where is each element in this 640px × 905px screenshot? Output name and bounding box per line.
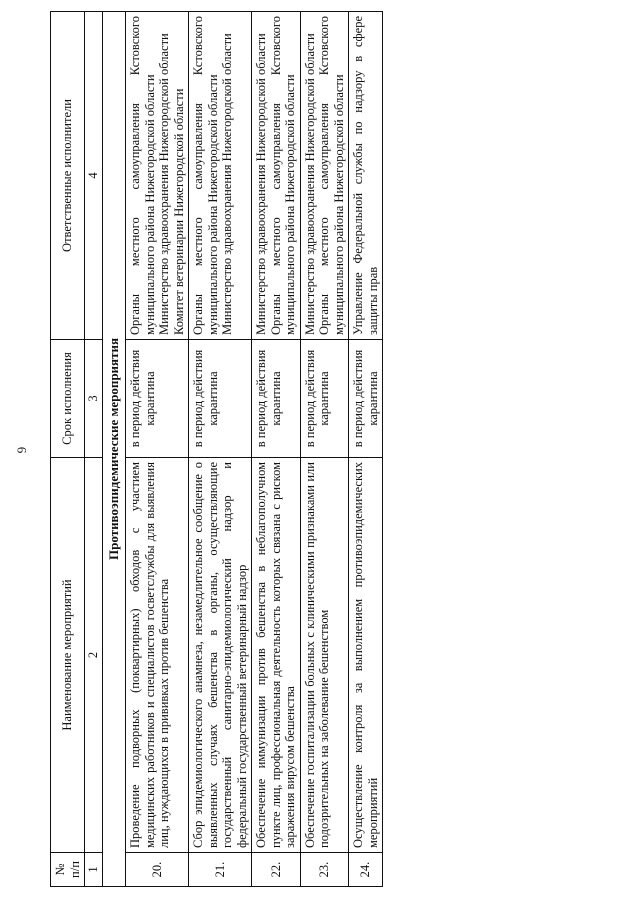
table-row — [126, 12, 189, 887]
measure-name: Проведение подворных (поквартирных) обходов с участием медицинских работников и специалистов госветслужбы для выявления лиц, нуждающихся в прививках против бешенства — [126, 458, 189, 853]
executor: Министерство здравоохранения Нижегородской области — [254, 33, 268, 335]
executor: Комитет ветеринарии Нижегородской области — [171, 88, 186, 335]
column-number: 2 — [85, 458, 103, 853]
landscape-content — [44, 8, 634, 893]
executor: Министерство здравоохранения Нижегородской области — [220, 33, 234, 335]
measure-deadline: в период действия карантина — [189, 340, 252, 458]
table-row — [189, 12, 252, 887]
measure-executors — [126, 12, 189, 340]
table-row — [300, 12, 349, 887]
measure-deadline: в период действия карантина — [126, 340, 189, 458]
column-number-row — [85, 12, 103, 887]
column-number: 1 — [85, 853, 103, 887]
measure-name: Обеспечение госпитализации больных с клиническими признаками или подозрительных на заболевание бешенством — [300, 458, 349, 853]
section-title: Противоэпидемические мероприятия — [102, 12, 126, 887]
executor: Органы местного самоуправления Кстовского муниципального района Нижегородской области — [317, 16, 346, 335]
header-executors: Ответственные исполнители — [51, 12, 85, 340]
measure-executors — [252, 12, 301, 340]
executor: Министерство здравоохранения Нижегородской области — [157, 33, 171, 335]
measure-executors — [300, 12, 349, 340]
measure-name: Осуществление контроля за выполнением противоэпидемических мероприятий — [349, 458, 383, 853]
row-number: 21. — [189, 853, 252, 887]
measure-name: Сбор эпидемиологического анамнеза, незамедлительное сообщение о выявленных случаях бешенства в органы, осуществляющие государственный санитарно-эпидемиологический надзор и федеральный государственный ветеринарный надзор — [189, 458, 252, 853]
page-number: 6 — [14, 446, 30, 454]
measure-deadline: в период действия карантина — [252, 340, 301, 458]
column-number: 4 — [85, 12, 103, 340]
rotated-page — [44, 8, 634, 893]
row-number: 20. — [126, 853, 189, 887]
table-row — [252, 12, 301, 887]
executor: Органы местного самоуправления Кстовского муниципального района Нижегородской области — [191, 16, 220, 335]
measure-executors — [189, 12, 252, 340]
row-number: 22. — [252, 853, 301, 887]
header-row — [51, 12, 85, 887]
executor: Министерство здравоохранения Нижегородской области — [302, 33, 317, 335]
measures-table — [50, 11, 383, 887]
measure-name: Обеспечение иммунизации против бешенства в неблагополучном пункте лиц, профессиональная деятельность которых связана с риском заражения вирусом бешенства — [252, 458, 301, 853]
executor: Органы местного самоуправления Кстовского муниципального района Нижегородской области — [128, 16, 157, 335]
header-name: Наименование мероприятий — [51, 458, 85, 853]
header-deadline: Срок исполнения — [51, 340, 85, 458]
section-row — [102, 12, 126, 887]
executor: Управление Федеральной службы по надзору в сфере защиты прав — [351, 16, 380, 335]
measure-deadline: в период действия карантина — [349, 340, 383, 458]
measure-executors — [349, 12, 383, 340]
header-num: № п/п — [51, 853, 85, 887]
table-row — [349, 12, 383, 887]
column-number: 3 — [85, 340, 103, 458]
row-number: 23. — [300, 853, 349, 887]
executor: Органы местного самоуправления Кстовского муниципального района Нижегородской области — [268, 16, 297, 335]
measure-deadline: в период действия карантина — [300, 340, 349, 458]
row-number: 24. — [349, 853, 383, 887]
